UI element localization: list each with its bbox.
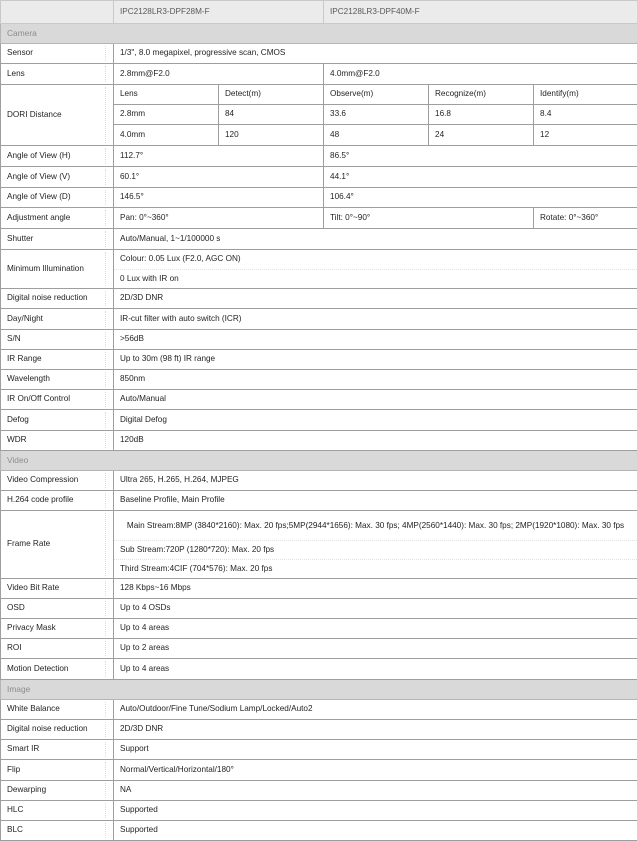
value-ir-on-off-control: Auto/Manual	[114, 390, 637, 410]
row-defog	[1, 410, 637, 431]
label-dori-distance: DORI Distance	[1, 85, 114, 146]
value-h264-code-profile: Baseline Profile, Main Profile	[114, 491, 637, 511]
value-aov-v-b: 44.1°	[324, 167, 637, 188]
label-white-balance: White Balance	[1, 700, 114, 720]
row-motion-detection	[1, 659, 637, 680]
label-defog: Defog	[1, 410, 114, 431]
label-ir-range: IR Range	[1, 350, 114, 370]
dori-28-observe: 33.6	[324, 105, 429, 125]
label-video-compression: Video Compression	[1, 471, 114, 491]
label-ir-on-off-control: IR On/Off Control	[1, 390, 114, 410]
label-flip: Flip	[1, 760, 114, 781]
row-ir-on-off-control	[1, 390, 637, 410]
row-roi	[1, 639, 637, 659]
value-dewarping: NA	[114, 781, 637, 801]
dori-header-detect: Detect(m)	[219, 85, 324, 105]
row-minimum-illumination	[1, 250, 637, 289]
value-motion-detection: Up to 4 areas	[114, 659, 637, 680]
section-header-image	[1, 680, 637, 700]
row-adjustment-angle	[1, 208, 637, 229]
dori-header-recognize: Recognize(m)	[429, 85, 534, 105]
label-signal-to-noise: S/N	[1, 330, 114, 350]
label-wavelength: Wavelength	[1, 370, 114, 390]
row-signal-to-noise	[1, 330, 637, 350]
row-shutter	[1, 229, 637, 250]
dori-28-lens: 2.8mm	[114, 105, 219, 125]
dori-40-recognize: 24	[429, 125, 534, 146]
row-flip	[1, 760, 637, 781]
label-privacy-mask: Privacy Mask	[1, 619, 114, 639]
section-label-video: Video	[1, 451, 637, 471]
dori-28-recognize: 16.8	[429, 105, 534, 125]
value-osd: Up to 4 OSDs	[114, 599, 637, 619]
row-smart-ir	[1, 740, 637, 760]
section-header-video	[1, 451, 637, 471]
model-column-a: IPC2128LR3-DPF28M-F	[114, 1, 324, 24]
min-illum-line-ir: 0 Lux with IR on	[114, 269, 637, 288]
value-adjust-tilt: Tilt: 0°~90°	[324, 208, 534, 229]
frame-rate-sub-stream: Sub Stream:720P (1280*720): Max. 20 fps	[114, 540, 637, 559]
label-h264-code-profile: H.264 code profile	[1, 491, 114, 511]
row-frame-rate	[1, 511, 637, 579]
header-blank-cell	[1, 1, 114, 24]
row-sensor	[1, 44, 637, 64]
row-angle-of-view-d	[1, 188, 637, 208]
value-aov-v-a: 60.1°	[114, 167, 324, 188]
value-signal-to-noise: >56dB	[114, 330, 637, 350]
value-adjust-pan: Pan: 0°~360°	[114, 208, 324, 229]
label-lens: Lens	[1, 64, 114, 85]
section-label-camera: Camera	[1, 24, 637, 44]
value-video-compression: Ultra 265, H.265, H.264, MJPEG	[114, 471, 637, 491]
section-header-camera	[1, 24, 637, 44]
label-angle-of-view-d: Angle of View (D)	[1, 188, 114, 208]
value-aov-h-a: 112.7°	[114, 146, 324, 167]
label-smart-ir: Smart IR	[1, 740, 114, 760]
label-sensor: Sensor	[1, 44, 114, 64]
value-wavelength: 850nm	[114, 370, 637, 390]
value-defog: Digital Defog	[114, 410, 637, 431]
model-column-b: IPC2128LR3-DPF40M-F	[324, 1, 637, 24]
row-blc	[1, 821, 637, 841]
label-day-night: Day/Night	[1, 309, 114, 330]
row-digital-noise-reduction-camera	[1, 289, 637, 309]
row-hlc	[1, 801, 637, 821]
row-video-compression	[1, 471, 637, 491]
value-aov-d-a: 146.5°	[114, 188, 324, 208]
row-day-night	[1, 309, 637, 330]
row-lens	[1, 64, 637, 85]
value-adjust-rotate: Rotate: 0°~360°	[534, 208, 637, 229]
value-video-bit-rate: 128 Kbps~16 Mbps	[114, 579, 637, 599]
section-label-image: Image	[1, 680, 637, 700]
label-dnr-image: Digital noise reduction	[1, 720, 114, 740]
value-aov-h-b: 86.5°	[324, 146, 637, 167]
value-frame-rate	[114, 511, 637, 579]
frame-rate-third-stream: Third Stream:4CIF (704*576): Max. 20 fps	[114, 559, 637, 578]
value-flip: Normal/Vertical/Horizontal/180°	[114, 760, 637, 781]
dori-header-observe: Observe(m)	[324, 85, 429, 105]
value-minimum-illumination	[114, 250, 637, 289]
dori-40-lens: 4.0mm	[114, 125, 219, 146]
label-hlc: HLC	[1, 801, 114, 821]
value-dnr-image: 2D/3D DNR	[114, 720, 637, 740]
dori-40-identify: 12	[534, 125, 637, 146]
label-minimum-illumination: Minimum Illumination	[1, 250, 114, 289]
min-illum-line-colour: Colour: 0.05 Lux (F2.0, AGC ON)	[114, 250, 637, 269]
row-dewarping	[1, 781, 637, 801]
model-header-row	[1, 1, 637, 24]
value-smart-ir: Support	[114, 740, 637, 760]
label-roi: ROI	[1, 639, 114, 659]
dori-40-observe: 48	[324, 125, 429, 146]
label-video-bit-rate: Video Bit Rate	[1, 579, 114, 599]
value-ir-range: Up to 30m (98 ft) IR range	[114, 350, 637, 370]
value-dnr-camera: 2D/3D DNR	[114, 289, 637, 309]
row-angle-of-view-h	[1, 146, 637, 167]
dori-header-lens: Lens	[114, 85, 219, 105]
label-blc: BLC	[1, 821, 114, 841]
value-shutter: Auto/Manual, 1~1/100000 s	[114, 229, 637, 250]
label-adjustment-angle: Adjustment angle	[1, 208, 114, 229]
value-privacy-mask: Up to 4 areas	[114, 619, 637, 639]
frame-rate-main-stream: Main Stream:8MP (3840*2160): Max. 20 fps;5MP(2944*1656): Max. 30 fps; 4MP(2560*1440): Max. 30 fps; 2MP(1920*1080): Max. 30 fps	[114, 511, 637, 540]
label-wdr: WDR	[1, 431, 114, 451]
label-osd: OSD	[1, 599, 114, 619]
label-angle-of-view-v: Angle of View (V)	[1, 167, 114, 188]
label-dewarping: Dewarping	[1, 781, 114, 801]
row-white-balance	[1, 700, 637, 720]
value-roi: Up to 2 areas	[114, 639, 637, 659]
dori-28-identify: 8.4	[534, 105, 637, 125]
row-privacy-mask	[1, 619, 637, 639]
value-blc: Supported	[114, 821, 637, 841]
row-wdr	[1, 431, 637, 451]
row-h264-code-profile	[1, 491, 637, 511]
value-lens-b: 4.0mm@F2.0	[324, 64, 637, 85]
row-angle-of-view-v	[1, 167, 637, 188]
value-lens-a: 2.8mm@F2.0	[114, 64, 324, 85]
value-day-night: IR-cut filter with auto switch (ICR)	[114, 309, 637, 330]
value-white-balance: Auto/Outdoor/Fine Tune/Sodium Lamp/Locked/Auto2	[114, 700, 637, 720]
value-aov-d-b: 106.4°	[324, 188, 637, 208]
row-dori-header	[1, 85, 637, 105]
row-ir-range	[1, 350, 637, 370]
label-angle-of-view-h: Angle of View (H)	[1, 146, 114, 167]
value-wdr: 120dB	[114, 431, 637, 451]
dori-28-detect: 84	[219, 105, 324, 125]
row-digital-noise-reduction-image	[1, 720, 637, 740]
label-frame-rate: Frame Rate	[1, 511, 114, 579]
label-dnr-camera: Digital noise reduction	[1, 289, 114, 309]
label-shutter: Shutter	[1, 229, 114, 250]
value-sensor: 1/3", 8.0 megapixel, progressive scan, CMOS	[114, 44, 637, 64]
dori-40-detect: 120	[219, 125, 324, 146]
value-hlc: Supported	[114, 801, 637, 821]
row-video-bit-rate	[1, 579, 637, 599]
row-wavelength	[1, 370, 637, 390]
label-motion-detection: Motion Detection	[1, 659, 114, 680]
dori-header-identify: Identify(m)	[534, 85, 637, 105]
row-osd	[1, 599, 637, 619]
